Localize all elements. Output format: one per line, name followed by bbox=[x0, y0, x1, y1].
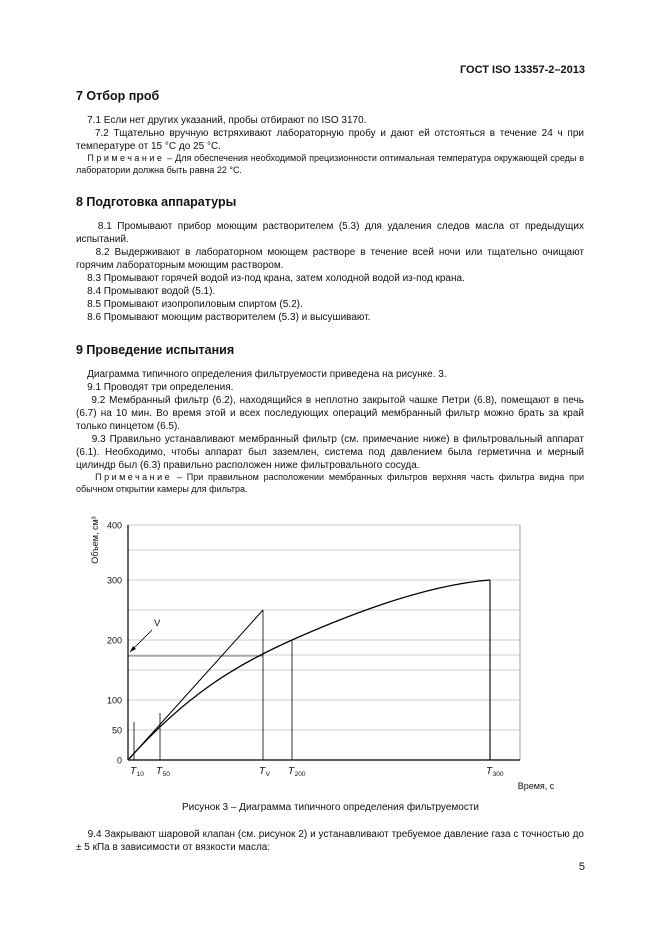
x-tick-subscript: 200 bbox=[294, 771, 306, 778]
x-tick-label: $T_{300}$ bbox=[486, 766, 504, 778]
filterability-diagram bbox=[76, 500, 584, 800]
x-tick-subscript: V bbox=[265, 771, 270, 778]
paragraph-9-3: 9.3 Правильно устанавливают мембранный фильтр (см. примечание ниже) в фильтровальный аппарат (6.1). Необходимо, чтобы аппарат был заземлен, система под давлением была герметична и мерный цилиндр был (6.3) правильно расположен ниже фильтровального сосуда. bbox=[76, 434, 584, 471]
x-tick-label: $T_{200}$ bbox=[288, 766, 306, 778]
paragraph-8-4: 8.4 Промывают водой (5.1). bbox=[87, 286, 216, 297]
x-tick-label: $T_{10}$ bbox=[130, 766, 144, 778]
y-tick-label: 300 bbox=[106, 575, 122, 586]
paragraph-7-1: 7.1 Если нет других указаний, пробы отбирают по ISO 3170. bbox=[87, 115, 367, 126]
paragraph-8-3: 8.3 Промывают горячей водой из-под крана, затем холодной водой из-под крана. bbox=[87, 273, 465, 284]
section-7-title: 7 Отбор проб bbox=[76, 89, 160, 103]
paragraph-9-1: 9.1 Проводят три определения. bbox=[87, 382, 234, 393]
chart-axes bbox=[128, 525, 520, 760]
note-7: Примечание – Для обеспечения необходимой прецизионности оптимальная температура окружающей среды в лаборатории должна быть равна 22 °С. bbox=[76, 153, 584, 175]
paragraph-8-2: 8.2 Выдерживают в лабораторном моющем растворе в течение всей ночи или тщательно очищают горячим лабораторным моющим раствором. bbox=[76, 247, 584, 271]
x-tick-subscript: 50 bbox=[162, 771, 170, 778]
paragraph-8-6: 8.6 Промывают моющим растворителем (5.3) и высушивают. bbox=[87, 312, 371, 323]
chart-grid bbox=[128, 525, 520, 760]
y-tick-label: 50 bbox=[111, 725, 122, 736]
x-tick-label: $T_{50}$ bbox=[156, 766, 170, 778]
figure-caption: Рисунок 3 – Диаграмма типичного определения фильтруемости bbox=[182, 802, 479, 813]
paragraph-8-1: 8.1 Промывают прибор моющим растворителем (5.3) для удаления следов масла от предыдущих испытаний. bbox=[76, 221, 584, 245]
y-tick-label: 0 bbox=[116, 755, 122, 766]
x-tick-label: $T_V$ bbox=[259, 766, 270, 778]
y-axis-label: Объем, см³ bbox=[90, 516, 100, 564]
section-9-title: 9 Проведение испытания bbox=[76, 343, 235, 357]
page-number: 5 bbox=[578, 861, 585, 873]
paragraph-9-4-block bbox=[76, 828, 584, 854]
note-9: Примечание – При правильном расположении мембранных фильтров верхняя часть фильтра видна при обычном открытии камеры для фильтра. bbox=[76, 472, 584, 494]
document-body bbox=[76, 88, 584, 495]
x-tick-subscript: 300 bbox=[492, 771, 504, 778]
section-8-title: 8 Подготовка аппаратуры bbox=[76, 195, 237, 209]
paragraph-9-2: 9.2 Мембранный фильтр (6.2), находящийся в неплотно закрытой чашке Петри (6.8), помещают в печь (6.7) на 10 мин. Во время этой и всех последующих операций мембранный фильтр можно брать за край только пинцетом (6.5). bbox=[76, 395, 584, 432]
v-annotation: V bbox=[154, 618, 161, 629]
paragraph-9-4: 9.4 Закрывают шаровой клапан (см. рисунок 2) и устанавливают требуемое давление газа с точностью до ± 5 кПа в зависимости от вязкости масла: bbox=[76, 829, 584, 853]
paragraph-7-2: 7.2 Тщательно вручную встряхивают лабораторную пробу и дают ей отстояться в течение 24 ч при температуре от 15 °С до 25 °С. bbox=[76, 128, 584, 152]
x-tick-subscript: 10 bbox=[136, 771, 144, 778]
y-tick-label: 400 bbox=[106, 520, 122, 531]
paragraph-9-0: Диаграмма типичного определения фильтруемости приведена на рисунке. 3. bbox=[87, 369, 447, 380]
x-axis-label: Время, с bbox=[517, 781, 555, 791]
document-id: ГОСТ ISO 13357-2–2013 bbox=[459, 64, 585, 76]
paragraph-8-5: 8.5 Промывают изопропиловым спиртом (5.2). bbox=[87, 299, 303, 310]
y-tick-label: 200 bbox=[106, 635, 122, 646]
y-tick-label: 100 bbox=[106, 695, 122, 706]
